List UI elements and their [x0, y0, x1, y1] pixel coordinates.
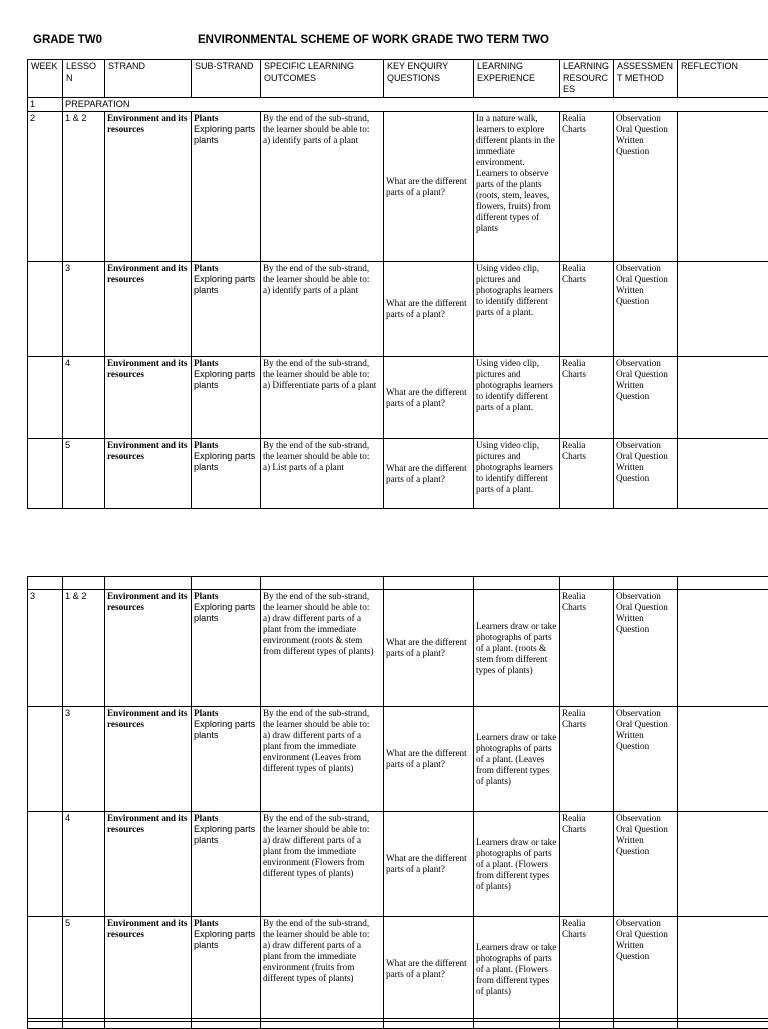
column-header-assessment: ASSESSMENT METHOD [614, 60, 678, 98]
table-row [28, 590, 768, 707]
sub-strand-cell [192, 439, 261, 509]
scheme-table-1 [27, 59, 768, 509]
sub-strand-text: Exploring parts plants [194, 602, 258, 624]
question-cell: What are the different parts of a plant? [384, 590, 474, 707]
resources-cell: Realia Charts [560, 357, 614, 439]
sub-strand-cell [192, 812, 261, 917]
experience-cell: Learners draw or take photographs of parts of a plant. (roots & stem from different types of plants) [474, 590, 560, 707]
experience-cell: Learners draw or take photographs of parts of a plant. (Flowers from different types of plants) [474, 917, 560, 1022]
preparation-row [28, 98, 768, 112]
lesson-cell: 4 [63, 812, 105, 917]
resources-cell: Realia Charts [560, 917, 614, 1022]
sub-strand-cell [192, 262, 261, 357]
assessment-cell: Observation Oral Question Written Question [614, 707, 678, 812]
experience-cell: Using video clip, pictures and photographs learners to identify different parts of a plant. [474, 357, 560, 439]
resources-cell: Realia Charts [560, 262, 614, 357]
resources-cell: Realia Charts [560, 812, 614, 917]
question-cell: What are the different parts of a plant? [384, 439, 474, 509]
strand-cell: Environment and its resources [105, 439, 192, 509]
reflection-cell [678, 707, 768, 812]
question-cell: What are the different parts of a plant? [384, 917, 474, 1022]
reflection-cell [678, 112, 768, 262]
week-cell [28, 917, 63, 1022]
column-header-strand: STRAND [105, 60, 192, 98]
resources-cell: Realia Charts [560, 590, 614, 707]
outcomes-cell: By the end of the sub-strand, the learner should be able to: a) List parts of a plant [261, 439, 384, 509]
sub-strand-text: Exploring parts plants [194, 824, 258, 846]
table-header-row [28, 60, 768, 98]
week-cell [28, 812, 63, 917]
scheme-table-2 [27, 576, 768, 1022]
question-cell: What are the different parts of a plant? [384, 812, 474, 917]
reflection-cell [678, 439, 768, 509]
strand-cell: Environment and its resources [105, 812, 192, 917]
reflection-cell [678, 917, 768, 1022]
reflection-cell [678, 262, 768, 357]
table-row [28, 439, 768, 509]
column-header-outcomes: SPECIFIC LEARNING OUTCOMES [261, 60, 384, 98]
sub-strand-text: Exploring parts plants [194, 369, 258, 391]
week-cell: 3 [28, 590, 63, 707]
sub-strand-title: Plants [194, 813, 258, 824]
sub-strand-title: Plants [194, 708, 258, 719]
experience-cell: Learners draw or take photographs of parts of a plant. (Flowers from different types of plants) [474, 812, 560, 917]
sub-strand-cell [192, 112, 261, 262]
sub-strand-text: Exploring parts plants [194, 451, 258, 473]
outcomes-cell: By the end of the sub-strand, the learner should be able to: a) draw different parts of a plant from the immediate environment (roots & stem from different types of plants) [261, 590, 384, 707]
lesson-cell: 5 [63, 917, 105, 1022]
resources-cell: Realia Charts [560, 707, 614, 812]
document-header [33, 34, 743, 50]
document-title: ENVIRONMENTAL SCHEME OF WORK GRADE TWO TERM TWO [198, 34, 549, 46]
lesson-cell: 1 & 2 [63, 112, 105, 262]
week-cell [28, 357, 63, 439]
strand-cell: Environment and its resources [105, 357, 192, 439]
table-row [28, 112, 768, 262]
reflection-cell [678, 357, 768, 439]
outcomes-cell: By the end of the sub-strand, the learner should be able to: a) draw different parts of a plant from the immediate environment (Leaves from different types of plants) [261, 707, 384, 812]
assessment-cell: Observation Oral Question Written Question [614, 590, 678, 707]
experience-cell: Using video clip, pictures and photographs learners to identify different parts of a plant. [474, 262, 560, 357]
question-cell: What are the different parts of a plant? [384, 262, 474, 357]
sub-strand-cell [192, 917, 261, 1022]
column-header-week: WEEK [28, 60, 63, 98]
outcomes-cell: By the end of the sub-strand, the learner should be able to: a) identify parts of a plant [261, 112, 384, 262]
sub-strand-text: Exploring parts plants [194, 719, 258, 741]
table-row [28, 917, 768, 1022]
sub-strand-title: Plants [194, 591, 258, 602]
question-cell: What are the different parts of a plant? [384, 357, 474, 439]
week-cell [28, 707, 63, 812]
question-cell: What are the different parts of a plant? [384, 707, 474, 812]
table-row [28, 357, 768, 439]
table-row [28, 262, 768, 357]
week-cell: 2 [28, 112, 63, 262]
week-cell: 1 [28, 98, 63, 112]
strand-cell: Environment and its resources [105, 917, 192, 1022]
sub-strand-cell [192, 590, 261, 707]
strand-cell: Environment and its resources [105, 707, 192, 812]
sub-strand-title: Plants [194, 440, 258, 451]
sub-strand-text: Exploring parts plants [194, 124, 258, 146]
assessment-cell: Observation Oral Question Written Question [614, 812, 678, 917]
blank-header-row [28, 577, 768, 590]
resources-cell: Realia Charts [560, 112, 614, 262]
sub-strand-title: Plants [194, 358, 258, 369]
outcomes-cell: By the end of the sub-strand, the learner should be able to: a) identify parts of a plant [261, 262, 384, 357]
column-header-lesson: LESSON [63, 60, 105, 98]
strand-cell: Environment and its resources [105, 112, 192, 262]
sub-strand-title: Plants [194, 918, 258, 929]
experience-cell: In a nature walk, learners to explore different plants in the immediate environment. Learners to observe parts of the plants (roots, stem, leaves, flowers, fruits) from different types of plants [474, 112, 560, 262]
sub-strand-title: Plants [194, 263, 258, 274]
strand-cell: Environment and its resources [105, 262, 192, 357]
assessment-cell: Observation Oral Question Written Question [614, 357, 678, 439]
column-header-experience: LEARNING EXPERIENCE [474, 60, 560, 98]
resources-cell: Realia Charts [560, 439, 614, 509]
sub-strand-text: Exploring parts plants [194, 929, 258, 951]
grade-label: GRADE TW0 [33, 34, 102, 46]
column-header-sub-strand: SUB-STRAND [192, 60, 261, 98]
outcomes-cell: By the end of the sub-strand, the learner should be able to: a) draw different parts of a plant from the immediate environment (Flowers from different types of plants) [261, 812, 384, 917]
outcomes-cell: By the end of the sub-strand, the learner should be able to: a) Differentiate parts of a plant [261, 357, 384, 439]
outcomes-cell: By the end of the sub-strand, the learner should be able to: a) draw different parts of a plant from the immediate environment (fruits from different types of plants) [261, 917, 384, 1022]
question-cell: What are the different parts of a plant? [384, 112, 474, 262]
lesson-cell: 4 [63, 357, 105, 439]
assessment-cell: Observation Oral Question Written Question [614, 262, 678, 357]
column-header-resources: LEARNING RESOURC ES [560, 60, 614, 98]
sub-strand-text: Exploring parts plants [194, 274, 258, 296]
table-row [28, 707, 768, 812]
experience-cell: Using video clip, pictures and photographs learners to identify different parts of a plant. [474, 439, 560, 509]
preparation-label: PREPARATION [63, 98, 768, 112]
reflection-cell [678, 590, 768, 707]
lesson-cell: 1 & 2 [63, 590, 105, 707]
week-cell [28, 262, 63, 357]
lesson-cell: 3 [63, 707, 105, 812]
sub-strand-cell [192, 707, 261, 812]
week-cell [28, 439, 63, 509]
sub-strand-title: Plants [194, 113, 258, 124]
assessment-cell: Observation Oral Question Written Question [614, 112, 678, 262]
table-row [28, 812, 768, 917]
column-header-questions: KEY ENQUIRY QUESTIONS [384, 60, 474, 98]
assessment-cell: Observation Oral Question Written Question [614, 917, 678, 1022]
lesson-cell: 5 [63, 439, 105, 509]
reflection-cell [678, 812, 768, 917]
column-header-reflection: REFLECTION [678, 60, 768, 98]
lesson-cell: 3 [63, 262, 105, 357]
assessment-cell: Observation Oral Question Written Question [614, 439, 678, 509]
strand-cell: Environment and its resources [105, 590, 192, 707]
sub-strand-cell [192, 357, 261, 439]
experience-cell: Learners draw or take photographs of parts of a plant. (Leaves from different types of plants) [474, 707, 560, 812]
